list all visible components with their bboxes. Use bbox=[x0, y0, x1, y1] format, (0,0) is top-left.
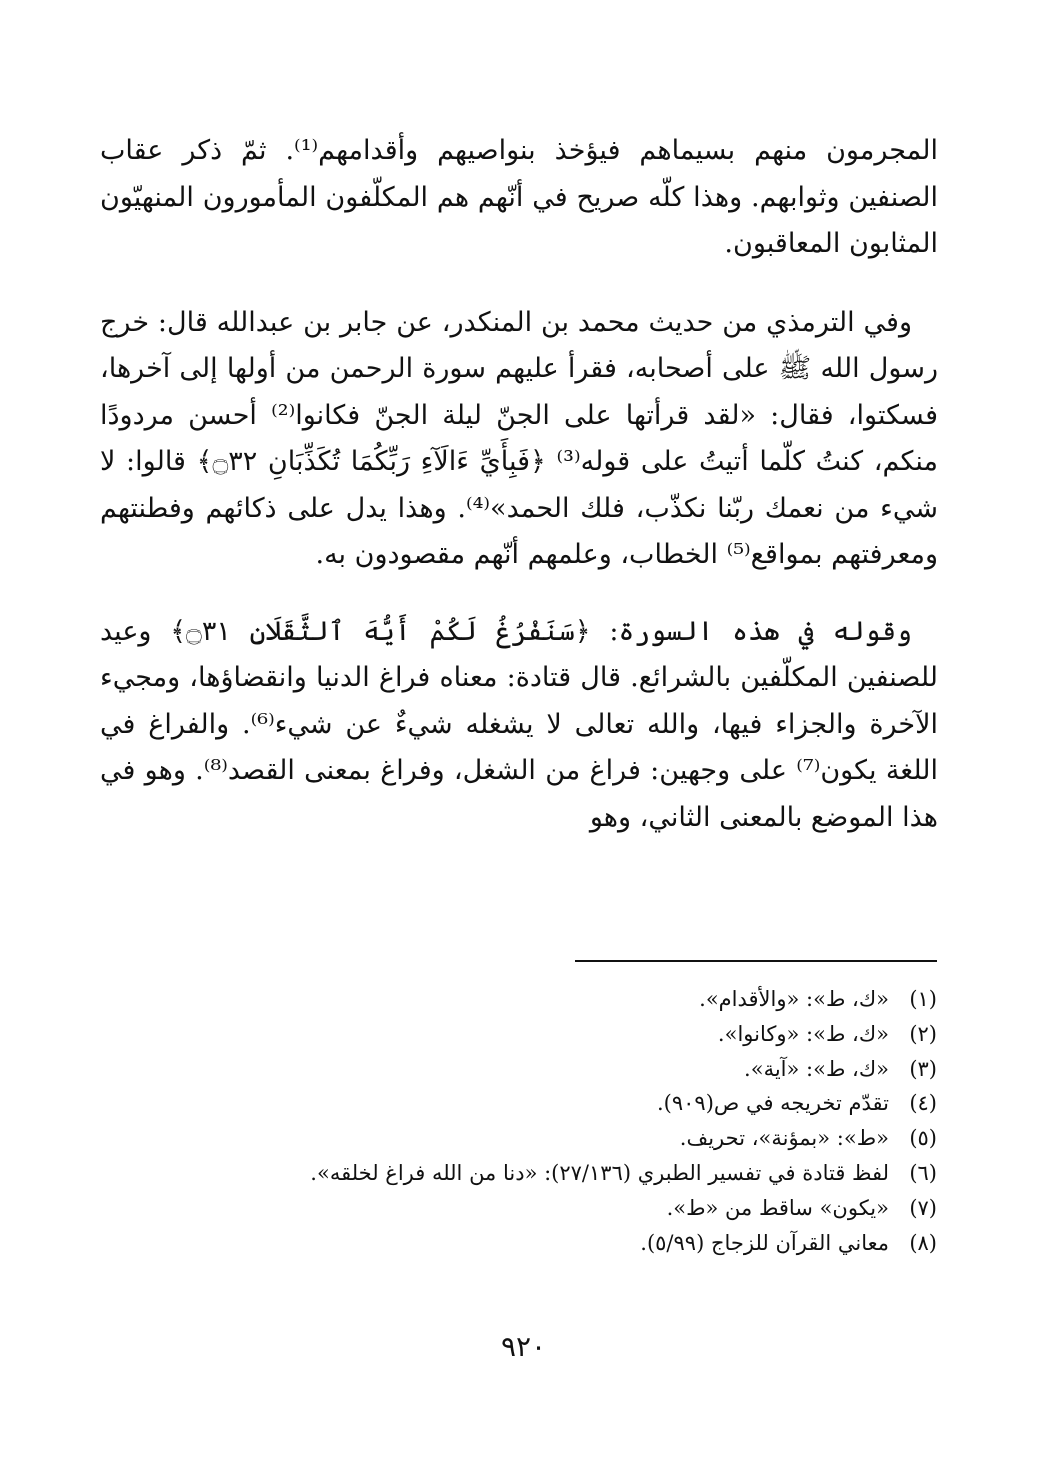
footnote-text: «يكون» ساقط من «ط». bbox=[666, 1195, 889, 1220]
footnote-separator bbox=[575, 960, 937, 962]
footnote-text: لفظ قتادة في تفسير الطبري (٢٧/١٣٦): «دنا من الله فراغ لخلقه». bbox=[310, 1160, 889, 1185]
footnotes-list bbox=[157, 982, 937, 1260]
footnote-item bbox=[157, 1226, 937, 1261]
footnote-number: (٥) bbox=[909, 1126, 937, 1151]
footnote-text: «ط»: «بمؤنة»، تحريف. bbox=[679, 1126, 889, 1151]
footnote-item bbox=[157, 1156, 937, 1191]
footnote-text: «ك، ط»: «والأقدام». bbox=[699, 987, 889, 1011]
paragraph-gap bbox=[100, 579, 938, 609]
paragraph-1: المجرمون منهم بسيماهم فيؤخذ بنواصيهم وأقدامهم⁽¹⁾. ثمّ ذكر عقاب الصنفين وثوابهم. وهذا كلّه صريح في أنّهم هم المكلّفون المأمورون المنهيّون المثابون المعاقبون. bbox=[100, 135, 938, 259]
footnote-number: (٦) bbox=[909, 1160, 937, 1185]
footnote-item bbox=[157, 1052, 937, 1087]
footnote-number: (٤) bbox=[909, 1091, 937, 1116]
footnote-number: (١) bbox=[909, 987, 937, 1011]
footnote-item bbox=[157, 1191, 937, 1226]
footnote-number: (٧) bbox=[909, 1195, 937, 1220]
footnote-item bbox=[157, 1017, 937, 1052]
main-text-block bbox=[100, 128, 938, 841]
footnote-item bbox=[157, 1121, 937, 1156]
footnote-number: (٣) bbox=[909, 1056, 937, 1081]
footnote-text: «ك، ط»: «آية». bbox=[744, 1056, 889, 1081]
footnote-text: معاني القرآن للزجاج (٥/٩٩). bbox=[640, 1230, 889, 1255]
footnote-item bbox=[157, 982, 937, 1017]
footnote-text: تقدّم تخريجه في ص(٩٠٩). bbox=[656, 1091, 889, 1116]
paragraph-gap bbox=[100, 268, 938, 300]
footnote-item bbox=[157, 1086, 937, 1121]
footnote-number: (٨) bbox=[909, 1230, 937, 1255]
paragraph-3: وقوله في هذه السورة: ﴿سَنَفْرُغُ لَكُمْ أَيُّهَ ٱلثَّقَلَانِ ۝٣١﴾ وعيد للصنفين المكلّفين بالشرائع. قال قتادة: معناه فراغ الدنيا وانقضاؤها، ومجيء الآخرة والجزاء فيها، والله تعالى لا يشغله شيءٌ عن شيء⁽⁶⁾. والفراغ في اللغة يكون⁽⁷⁾ على وجهين: فراغ من الشغل، وفراغ بمعنى القصد⁽⁸⁾. وهو في هذا الموضع بالمعنى الثاني، وهو bbox=[100, 615, 938, 833]
footnote-number: (٢) bbox=[909, 1021, 937, 1046]
page-number: ٩٢٠ bbox=[500, 1330, 547, 1363]
paragraph-2: وفي الترمذي من حديث محمد بن المنكدر، عن جابر بن عبدالله قال: خرج رسول الله ﷺ على أصحابه، فقرأ عليهم سورة الرحمن من أولها إلى آخرها، فسكتوا، فقال: «لقد قرأتها على الجنّ ليلة الجنّ فكانوا⁽²⁾ أحسن مردودًا منكم، كنتُ كلّما أتيتُ على قوله⁽³⁾ ﴿فَبِأَيِّ ءَالَآءِ رَبِّكُمَا تُكَذِّبَانِ ۝٣٢﴾ قالوا: لا شيء من نعمك ربّنا نكذّب، فلك الحمد»⁽⁴⁾. وهذا يدل على ذكائهم وفطنتهم ومعرفتهم بمواقع⁽⁵⁾ الخطاب، وعلمهم أنّهم مقصودون به. bbox=[100, 306, 938, 570]
footnote-text: «ك، ط»: «وكانوا». bbox=[717, 1021, 889, 1046]
